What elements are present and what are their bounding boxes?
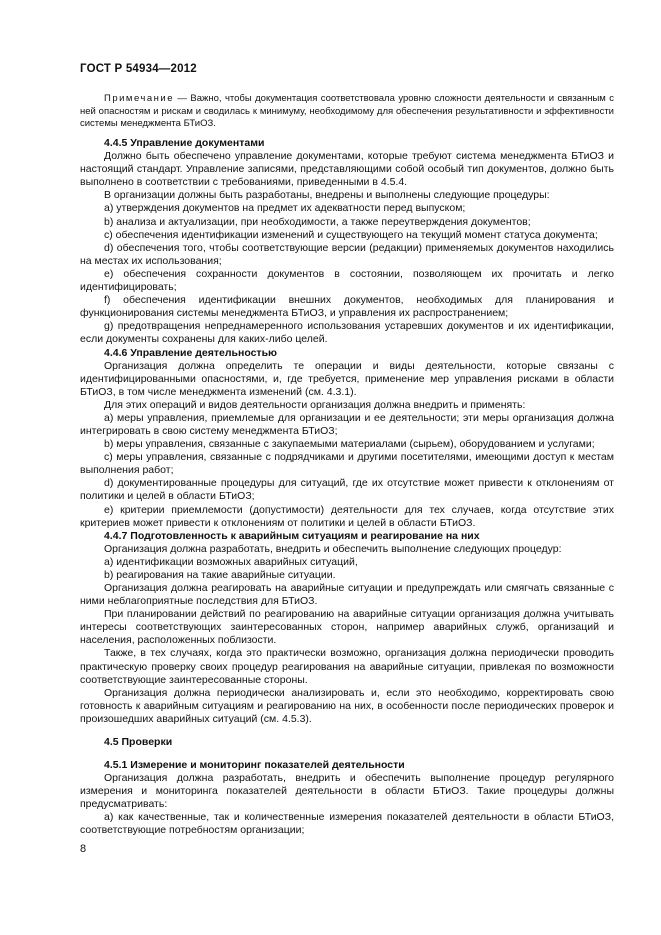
paragraph: b) анализа и актуализации, при необходимости, а также переутверждения документов; xyxy=(104,215,531,228)
section-heading: 4.4.7 Подготовленность к аварийным ситуациям и реагирование на них xyxy=(104,529,480,542)
paragraph: c) меры управления, связанные с подрядчиками и другими посетителями, имеющими доступ к местам выполнения работ; xyxy=(80,451,614,477)
note-text: — Важно, чтобы документация соответствовала уровню сложности деятельности и связанным с ней опасностям и рискам и сводилась к минимуму, необходимому для обеспечения результативности и эффективности системы менеджмента БТиОЗ. xyxy=(80,93,614,130)
paragraph: Должно быть обеспечено управление документами, которые требуют система менеджмента БТиОЗ и настоящий стандарт. Управление записями, представляющими собой особый тип документов, должно быть выполнено в соответствии с требованиями, приведенными в 4.5.4. xyxy=(80,150,614,189)
paragraph: b) меры управления, связанные с закупаемыми материалами (сырьем), оборудованием и услугами; xyxy=(104,438,595,451)
paragraph: Для этих операций и видов деятельности организация должна внедрить и применять: xyxy=(104,398,526,411)
paragraph: g) предотвращения непреднамеренного использования устаревших документов и их идентификации, если документы сохранены для каких-либо целей. xyxy=(80,320,614,346)
document-header: ГОСТ Р 54934—2012 xyxy=(80,63,197,75)
paragraph: Также, в тех случаях, когда это практически возможно, организация должна периодически проводить практическую проверку своих процедур реагирования на аварийные ситуации, привлекая по возможности соответствующие заинтересованные стороны. xyxy=(80,647,614,686)
paragraph: Организация должна периодически анализировать и, если это необходимо, корректировать свою готовность к аварийным ситуациям и реагированию на них, в особенности после периодических проверок и произошедших аварийных ситуаций (см. 4.5.3). xyxy=(80,686,614,725)
paragraph: a) меры управления, приемлемые для организации и ее деятельности; эти меры организация должна интегрировать в свою систему менеджмента БТиОЗ; xyxy=(80,411,614,437)
section-heading: 4.4.5 Управление документами xyxy=(104,137,265,150)
paragraph: В организации должны быть разработаны, внедрены и выполнены следующие процедуры: xyxy=(104,189,550,202)
paragraph: d) документированные процедуры для ситуаций, где их отсутствие может привести к отклонениям от политики и целей в области БТиОЗ; xyxy=(80,477,614,503)
paragraph: e) обеспечения сохранности документов в состоянии, позволяющем их прочитать и легко идентифицировать; xyxy=(80,267,614,294)
page-number: 8 xyxy=(80,843,87,855)
paragraph: Организация должна определить те операции и виды деятельности, которые связаны с идентифицированными опасностями, и, где требуется, применение мер управления рисками в области БТиОЗ, в том числе менеджмента изменений (см. 4.3.1). xyxy=(80,359,614,398)
paragraph: f) обеспечения идентификации внешних документов, необходимых для планирования и функционирования системы менеджмента БТиОЗ, и управления их распространением; xyxy=(80,294,614,320)
section-heading: 4.4.6 Управление деятельностью xyxy=(104,346,277,359)
section-heading: 4.5.1 Измерение и мониторинг показателей деятельности xyxy=(104,759,405,772)
paragraph: a) утверждения документов на предмет их адекватности перед выпуском; xyxy=(104,202,466,215)
paragraph: Организация должна реагировать на аварийные ситуации и предупреждать или смягчать связанные с ними неблагоприятные последствия для БТиОЗ. xyxy=(80,582,614,608)
paragraph: a) как качественные, так и количественные измерения показателей деятельности в области БТиОЗ, соответствующие потребностям организации; xyxy=(80,811,614,837)
section-heading: 4.5 Проверки xyxy=(104,736,173,749)
paragraph: a) идентификации возможных аварийных ситуаций, xyxy=(104,555,358,568)
paragraph: e) критерии приемлемости (допустимости) деятельности для тех случаев, когда отсутствие этих критериев может привести к отклонениям от политики и целей в области БТиОЗ. xyxy=(80,503,614,529)
paragraph: d) обеспечения того, чтобы соответствующие версии (редакции) применяемых документов находились на местах их использования; xyxy=(80,241,614,267)
note xyxy=(80,93,614,131)
content xyxy=(80,137,614,837)
paragraph: c) обеспечения идентификации изменений и существующего на текущий момент статуса документа; xyxy=(104,228,598,241)
note-label: Примечание xyxy=(104,93,174,104)
paragraph: При планировании действий по реагированию на аварийные ситуации организация должна учитывать интересы соответствующих заинтересованных сторон, например аварийных служб, организаций и населения, расположенных поблизости. xyxy=(80,608,614,647)
document-body xyxy=(80,93,614,838)
paragraph: Организация должна разработать, внедрить и обеспечить выполнение следующих процедур: xyxy=(104,542,562,555)
paragraph: b) реагирования на такие аварийные ситуации. xyxy=(104,568,336,581)
paragraph: Организация должна разработать, внедрить и обеспечить выполнение процедур регулярного измерения и мониторинга показателей деятельности в области БТиОЗ. Такие процедуры должны предусматривать: xyxy=(80,772,614,811)
